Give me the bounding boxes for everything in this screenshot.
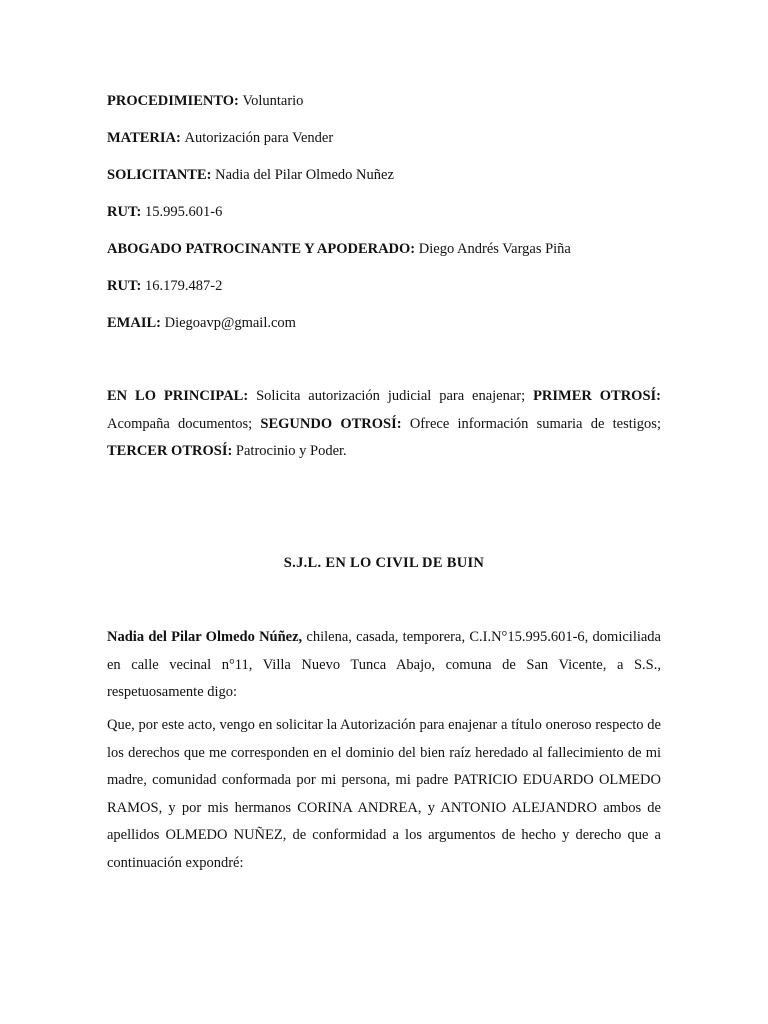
summary-block	[107, 383, 661, 466]
field-label: EMAIL:	[107, 315, 165, 331]
primer-otrosi-text: Acompaña documentos;	[107, 415, 261, 432]
body-paragraph: Que, por este acto, vengo en solicitar la Autorización para enajenar a título oneroso respecto de los derechos que me corresponden en el dominio del bien raíz heredado al fallecimiento de mi madre, comunidad conformada por mi persona, mi padre PATRICIO EDUARDO OLMEDO RAMOS, y por mis hermanos CORINA ANDREA, y ANTONIO ALEJANDRO ambos de apellidos OLMEDO NUÑEZ, de conformidad a los argumentos de hecho y derecho que a continuación expondré:	[107, 717, 661, 871]
field-value: Nadia del Pilar Olmedo Nuñez	[215, 167, 394, 183]
field-value: 15.995.601-6	[145, 204, 223, 220]
principal-text: Solicita autorización judicial para enajenar;	[256, 388, 534, 404]
field-value: 16.179.487-2	[145, 278, 223, 294]
principal-label: EN LO PRINCIPAL:	[107, 388, 257, 404]
field-rut-abogado	[107, 277, 222, 295]
field-value: Voluntario	[242, 93, 304, 109]
field-value: Diegoavp@gmail.com	[164, 315, 296, 331]
field-email	[107, 314, 296, 332]
intro-text: chilena, casada, temporera, C.I.N°15.995.601-6, domiciliada en calle vecinal n°11, Villa Nuevo Tunca Abajo, comuna de San Vicente, a S.S., respetuosamente digo:	[107, 629, 661, 700]
field-procedimiento	[107, 92, 303, 110]
field-abogado	[107, 240, 571, 258]
field-value: Diego Andrés Vargas Piña	[418, 241, 571, 257]
court-title: S.J.L. EN LO CIVIL DE BUIN	[283, 555, 485, 571]
intro-paragraph	[107, 624, 661, 707]
field-label: ABOGADO PATROCINANTE Y APODERADO:	[107, 241, 419, 257]
field-label: MATERIA:	[107, 130, 185, 146]
field-value: Autorización para Vender	[184, 130, 334, 146]
applicant-name: Nadia del Pilar Olmedo Núñez,	[107, 629, 307, 645]
field-solicitante	[107, 166, 394, 184]
field-label: SOLICITANTE:	[107, 167, 216, 183]
segundo-otrosi-label: SEGUNDO OTROSÍ:	[260, 415, 410, 432]
field-label: PROCEDIMIENTO:	[107, 93, 243, 109]
tercer-otrosi-text: Patrocinio y Poder.	[235, 443, 347, 459]
field-label: RUT:	[107, 204, 145, 220]
primer-otrosi-label: PRIMER OTROSÍ:	[533, 388, 661, 404]
field-label: RUT:	[107, 278, 145, 294]
segundo-otrosi-text: Ofrece información sumaria de testigos;	[409, 415, 661, 432]
field-rut-solicitante	[107, 203, 222, 221]
field-materia	[107, 129, 333, 147]
tercer-otrosi-label: TERCER OTROSÍ:	[107, 443, 236, 459]
